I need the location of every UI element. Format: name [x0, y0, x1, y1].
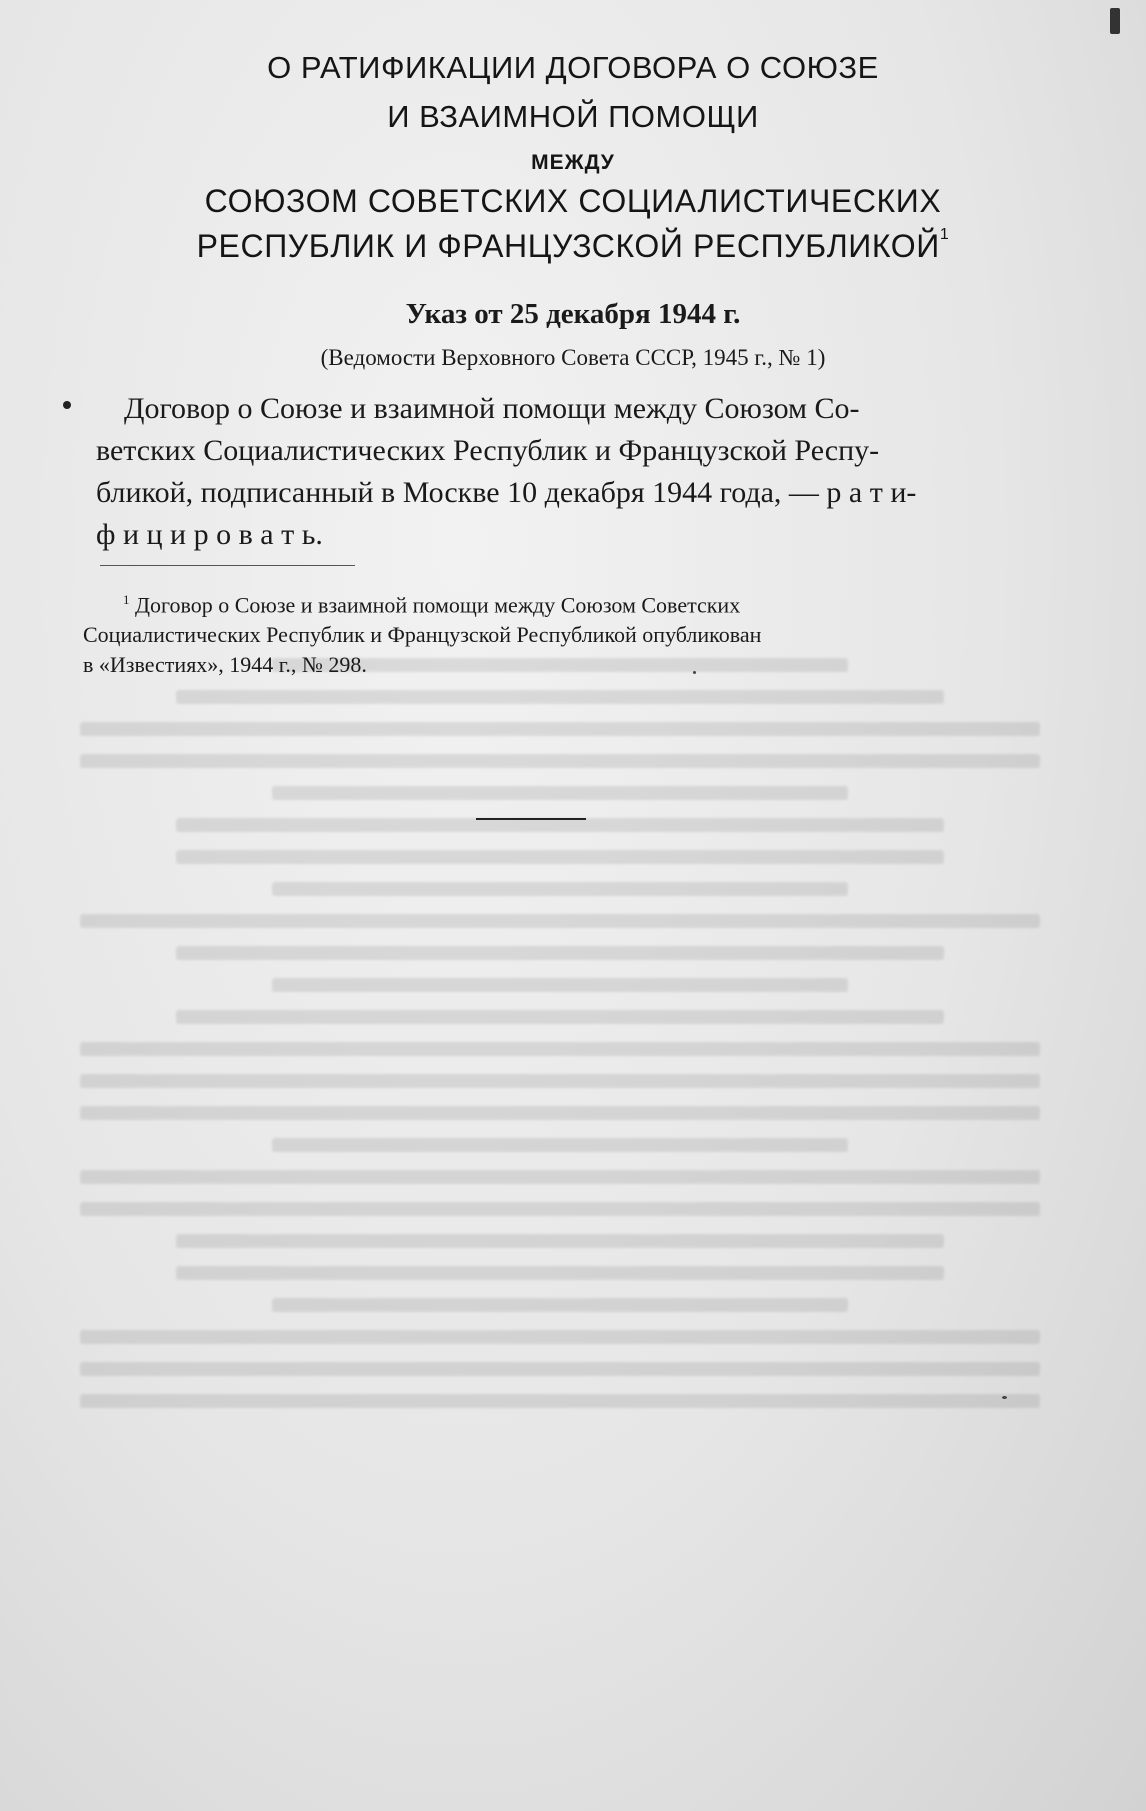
footnote-line-3: в «Известиях», 1944 г., № 298. — [83, 652, 367, 678]
footnote-line-1 — [83, 585, 1043, 620]
title-line-5-text: РЕСПУБЛИК И ФРАНЦУЗСКОЙ РЕСПУБЛИКОЙ — [196, 228, 940, 264]
body-line-3: бликой, подписанный в Москве 10 декабря 1944 года, — р а т и- — [96, 476, 917, 509]
title-line-1: О РАТИФИКАЦИИ ДОГОВОРА О СОЮЗЕ — [267, 50, 879, 85]
footnote-divider — [100, 565, 355, 566]
section-end-rule — [476, 818, 586, 820]
decree-body — [96, 388, 1036, 556]
footnote — [83, 585, 1043, 680]
title-line-2: И ВЗАИМНОЙ ПОМОЩИ — [387, 99, 759, 134]
footnote-marker: 1 — [123, 592, 130, 607]
title-footnote-marker: 1 — [939, 226, 950, 243]
margin-mark — [63, 401, 71, 409]
body-line-2: ветских Социалистических Республик и Французской Респу- — [96, 434, 880, 467]
footnote-line-2: Социалистических Республик и Французской Республикой опубликован — [83, 622, 762, 648]
body-line-4: ф и ц и р о в а т ь. — [96, 518, 323, 551]
bleed-through-texture — [80, 640, 1040, 1740]
title-line-5 — [0, 228, 1146, 265]
speck — [693, 671, 696, 674]
scan-edge-mark — [1110, 8, 1120, 34]
speck — [1002, 1396, 1007, 1399]
body-line-1: Договор о Союзе и взаимной помощи между Союзом Со- — [124, 392, 860, 425]
title-line-3: МЕЖДУ — [531, 151, 615, 174]
title-line-4: СОЮЗОМ СОВЕТСКИХ СОЦИАЛИСТИЧЕСКИХ — [204, 183, 942, 219]
footnote-line-1-text: Договор о Союзе и взаимной помощи между Союзом Советских — [135, 592, 741, 618]
decree-source: (Ведомости Верховного Совета СССР, 1945 г., № 1) — [320, 345, 826, 370]
decree-date: Указ от 25 декабря 1944 г. — [405, 298, 741, 330]
